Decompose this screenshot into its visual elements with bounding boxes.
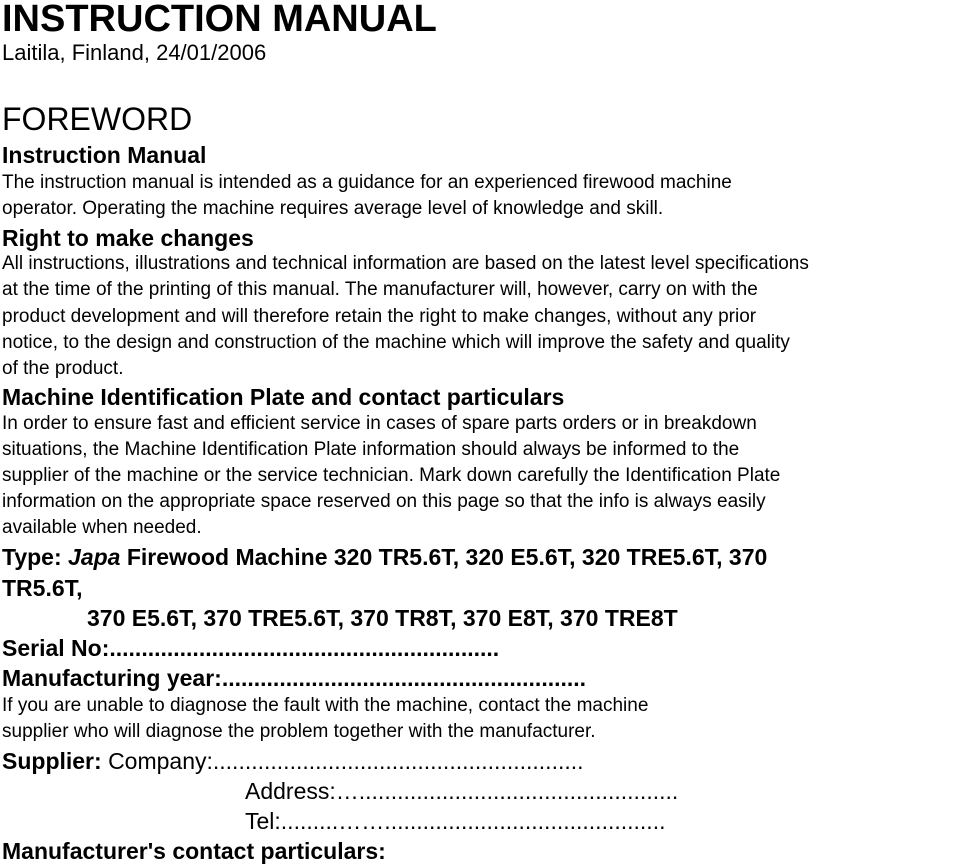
- location-date: Laitila, Finland, 24/01/2006: [2, 40, 267, 65]
- paragraph-line: information on the appropriate space reserved on this page so that the info is always easily: [2, 491, 766, 512]
- supplier-company-field: Company:..........................................................: [108, 748, 584, 774]
- type-label: Type:: [2, 544, 69, 570]
- foreword-heading: FOREWORD: [2, 101, 193, 137]
- manufacturer-contact-heading: Manufacturer's contact particulars:: [2, 838, 386, 864]
- paragraph-line: The instruction manual is intended as a guidance for an experienced firewood machine: [2, 172, 732, 193]
- type-brand: Japa: [68, 544, 121, 570]
- paragraph-line: product development and will therefore retain the right to make changes, without any prior: [2, 306, 757, 327]
- instruction-manual-heading: Instruction Manual: [2, 142, 207, 168]
- paragraph-line: operator. Operating the machine requires average level of knowledge and skill.: [2, 198, 664, 219]
- manufacturing-year-field: Manufacturing year:.........................................................: [2, 665, 587, 691]
- supplier-address-field: Address:…..................................................: [245, 778, 679, 804]
- machine-type-models-line: 370 E5.6T, 370 TRE5.6T, 370 TR8T, 370 E8T, 370 TRE8T: [87, 605, 678, 631]
- supplier-tel-field: Tel:.........……............................................: [245, 808, 666, 834]
- machine-type-continuation: TR5.6T,: [2, 575, 83, 601]
- paragraph-line: In order to ensure fast and efficient service in cases of spare parts orders or in breakdown: [2, 413, 757, 434]
- serial-number-field: Serial No:.............................................................: [2, 635, 500, 661]
- paragraph-line: supplier who will diagnose the problem together with the manufacturer.: [2, 721, 596, 742]
- right-to-make-changes-heading: Right to make changes: [2, 225, 254, 251]
- identification-heading: Machine Identification Plate and contact particulars: [2, 384, 565, 410]
- paragraph-line: supplier of the machine or the service technician. Mark down carefully the Identification Plate: [2, 465, 781, 486]
- supplier-company-line: [2, 750, 584, 773]
- machine-type-line: [2, 546, 767, 569]
- paragraph-line: All instructions, illustrations and technical information are based on the latest level specifications: [2, 253, 809, 274]
- paragraph-line: If you are unable to diagnose the fault with the machine, contact the machine: [2, 695, 649, 716]
- paragraph-line: at the time of the printing of this manual. The manufacturer will, however, carry on with the: [2, 279, 758, 300]
- paragraph-line: of the product.: [2, 358, 124, 379]
- paragraph-line: situations, the Machine Identification Plate information should always be informed to the: [2, 439, 740, 460]
- supplier-label: Supplier:: [2, 748, 109, 774]
- paragraph-line: available when needed.: [2, 517, 202, 538]
- paragraph-line: notice, to the design and construction of the machine which will improve the safety and quality: [2, 332, 790, 353]
- type-models: Firewood Machine 320 TR5.6T, 320 E5.6T, 320 TRE5.6T, 370: [120, 544, 768, 570]
- document-title: INSTRUCTION MANUAL: [2, 0, 437, 40]
